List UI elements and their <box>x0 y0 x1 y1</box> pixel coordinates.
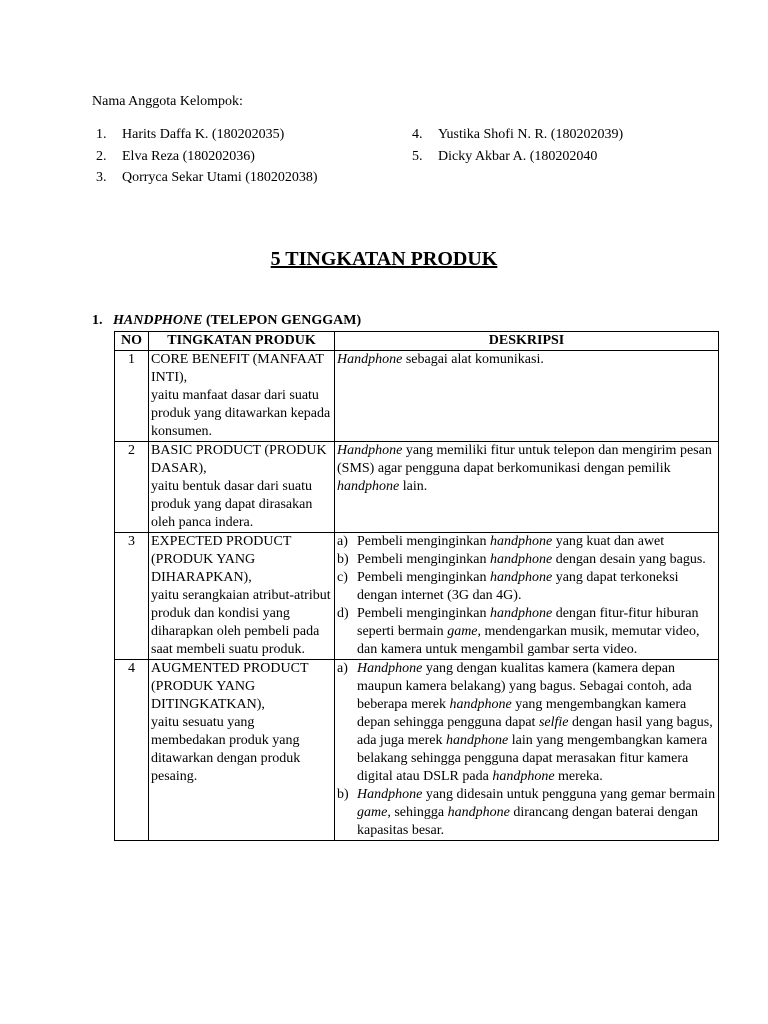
desc-italic: game <box>357 805 388 820</box>
row-number: 1 <box>115 351 149 442</box>
list-marker: b) <box>337 787 349 802</box>
list-item <box>337 786 716 840</box>
level-cell <box>149 533 335 660</box>
desc-text: yang memiliki fitur untuk telepon dan mengirim pesan (SMS) agar pengguna dapat berkomunikasi dengan pemilik <box>337 443 712 476</box>
level-name: AUGMENTED PRODUCT (PRODUK YANG DITINGKATKAN), <box>151 661 309 712</box>
desc-text: yang didesain untuk pengguna yang gemar bermain <box>422 787 716 802</box>
level-cell <box>149 351 335 442</box>
desc-italic: handphone <box>492 769 555 784</box>
description-list <box>337 533 716 659</box>
description-cell <box>335 351 719 442</box>
member-number: 2. <box>96 148 107 164</box>
level-description: yaitu bentuk dasar dari suatu produk yang dapat dirasakan oleh panca indera. <box>151 479 313 530</box>
member-item <box>412 124 623 146</box>
desc-italic: handphone <box>449 697 512 712</box>
member-name: Elva Reza (180202036) <box>122 148 255 164</box>
description-list <box>337 660 716 840</box>
desc-italic: Handphone <box>337 443 403 458</box>
desc-text: dengan desain yang bagus. <box>552 552 706 567</box>
level-description: yaitu serangkaian atribut-atribut produk dan kondisi yang diharapkan oleh pembeli pada saat membeli suatu produk. <box>151 588 331 657</box>
description-cell <box>335 533 719 660</box>
desc-text: dengan fitur-fitur hiburan seperti bermain <box>357 606 699 639</box>
desc-italic: handphone <box>337 479 400 494</box>
member-item <box>96 167 318 189</box>
desc-text: yang dapat terkoneksi dengan internet (3G dan 4G). <box>357 570 679 603</box>
desc-text: mereka. <box>554 769 603 784</box>
desc-italic: Handphone <box>337 352 403 367</box>
level-name: BASIC PRODUCT (PRODUK DASAR), <box>151 443 327 476</box>
row-number: 2 <box>115 442 149 533</box>
level-description: yaitu manfaat dasar dari suatu produk yang ditawarkan kepada konsumen. <box>151 388 331 439</box>
member-name: Dicky Akbar A. (180202040 <box>438 148 598 164</box>
description-cell <box>335 442 719 533</box>
section-heading-text: (TELEPON GENGGAM) <box>202 313 362 328</box>
table-row <box>115 442 719 533</box>
desc-text: lain yang mengembangkan kamera belakang sehingga pengguna dapat merasakan fitur kamera digital atau DSLR pada <box>357 733 708 784</box>
member-name: Yustika Shofi N. R. (180202039) <box>438 127 624 142</box>
list-item <box>337 569 716 605</box>
member-number: 4. <box>412 127 423 142</box>
desc-italic: handphone <box>489 570 553 585</box>
member-item <box>96 146 318 168</box>
member-name: Qorryca Sekar Utami (180202038) <box>122 170 318 185</box>
table-row <box>115 533 719 660</box>
desc-text: Pembeli menginginkan <box>357 534 490 549</box>
list-marker: c) <box>337 570 348 585</box>
section-heading <box>92 312 361 330</box>
document-title: 5 TINGKATAN PRODUK <box>270 248 498 270</box>
header-level: TINGKATAN PRODUK <box>149 332 335 351</box>
level-cell <box>149 442 335 533</box>
member-number: 5. <box>412 148 423 164</box>
row-number: 4 <box>115 660 149 841</box>
level-cell <box>149 660 335 841</box>
section-number: 1. <box>92 313 103 328</box>
list-item <box>337 533 716 551</box>
list-marker: a) <box>337 661 348 676</box>
header-no: NO <box>115 332 149 351</box>
member-name: Harits Daffa K. (180202035) <box>122 127 285 142</box>
level-name: CORE BENEFIT (MANFAAT INTI), <box>151 352 324 385</box>
row-number: 3 <box>115 533 149 660</box>
desc-text: Pembeli menginginkan <box>357 570 490 585</box>
desc-text: lain. <box>399 479 428 494</box>
desc-italic: selfie <box>538 715 569 730</box>
member-number: 3. <box>96 170 107 185</box>
desc-text: Pembeli menginginkan <box>357 552 490 567</box>
section-heading-italic: HANDPHONE <box>113 313 203 328</box>
desc-text: dengan hasil yang bagus, ada juga merek <box>357 715 713 748</box>
desc-italic: handphone <box>489 606 553 621</box>
desc-text: yang dengan kualitas kamera (kamera depan maupun kamera belakang) yang bagus. Sebagai contoh, ada beberapa merek <box>357 661 692 712</box>
list-marker: a) <box>337 534 348 549</box>
desc-italic: handphone <box>489 552 553 567</box>
description-cell <box>335 660 719 841</box>
header-description: DESKRIPSI <box>335 332 719 351</box>
list-marker: d) <box>337 606 349 621</box>
desc-italic: handphone <box>447 805 510 820</box>
member-item <box>412 146 623 168</box>
desc-text: , sehingga <box>387 805 448 820</box>
product-levels-table <box>114 331 719 841</box>
list-item <box>337 660 716 786</box>
table-row <box>115 351 719 442</box>
desc-text: sebagai alat komunikasi. <box>402 352 544 367</box>
table-row <box>115 660 719 841</box>
desc-text: dirancang dengan baterai dengan kapasitas besar. <box>357 805 698 838</box>
desc-italic: handphone <box>489 534 553 549</box>
desc-italic: game <box>447 624 478 639</box>
desc-italic: handphone <box>446 733 509 748</box>
desc-text: Pembeli menginginkan <box>357 606 490 621</box>
group-members-label: Nama Anggota Kelompok: <box>92 94 243 109</box>
table-header-row <box>115 332 719 351</box>
member-list-left <box>96 124 318 189</box>
list-item <box>337 551 716 569</box>
level-name: EXPECTED PRODUCT (PRODUK YANG DIHARAPKAN), <box>151 534 292 585</box>
member-list-right <box>412 124 623 167</box>
desc-text: , mendengarkan musik, memutar video, dan kamera untuk mengambil gambar serta video. <box>357 624 700 657</box>
list-marker: b) <box>337 552 349 567</box>
desc-text: yang mengembangkan kamera depan sehingga pengguna dapat <box>357 697 687 730</box>
level-description: yaitu sesuatu yang membedakan produk yang ditawarkan dengan produk pesaing. <box>151 715 301 784</box>
list-item <box>337 605 716 659</box>
member-number: 1. <box>96 127 107 142</box>
member-item <box>96 124 318 146</box>
desc-italic: Handphone <box>357 661 423 676</box>
desc-italic: Handphone <box>357 787 423 802</box>
desc-text: yang kuat dan awet <box>552 534 665 549</box>
